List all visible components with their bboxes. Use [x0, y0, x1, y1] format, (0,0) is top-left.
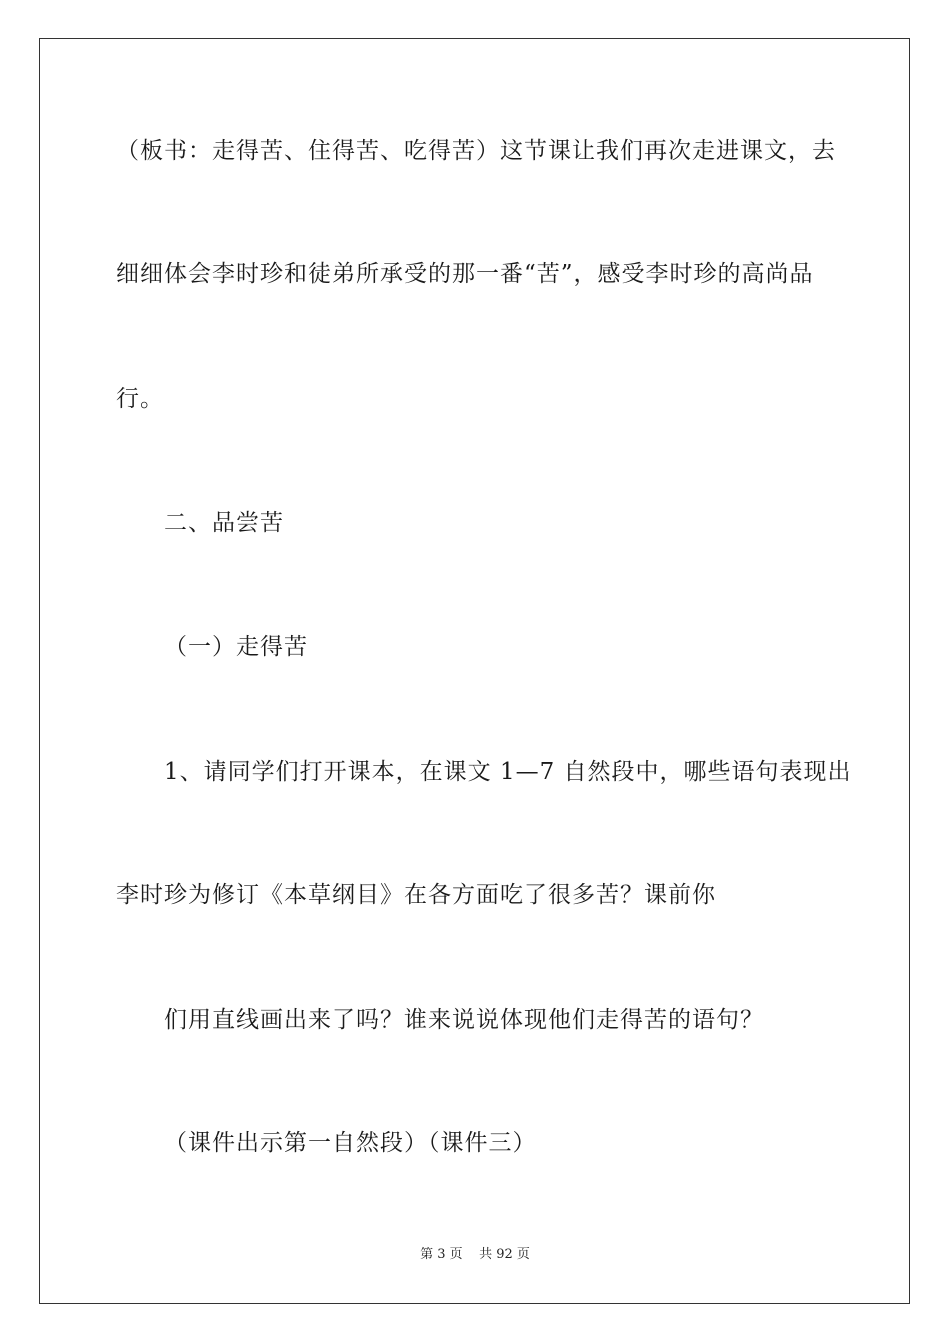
question-line-2: 李时珍为修订《本草纲目》在各方面吃了很多苦？课前你 [116, 882, 716, 908]
page-number-footer: 第 3 页 共 92 页 [420, 1247, 530, 1262]
courseware-note: （课件出示第一自然段）（课件三） [164, 1130, 537, 1156]
section-heading: 二、品尝苦 [164, 510, 284, 536]
paragraph-line-2: 细细体会李时珍和徒弟所承受的那一番“苦”，感受李时珍的高尚品 [116, 261, 814, 287]
paragraph-line-1: （板书：走得苦、住得苦、吃得苦）这节课让我们再次走进课文，去 [116, 138, 836, 164]
question-line-1: 1、请同学们打开课本，在课文 1—7 自然段中，哪些语句表现出 [164, 759, 852, 785]
question-line-3: 们用直线画出来了吗？谁来说说体现他们走得苦的语句？ [164, 1007, 764, 1033]
subsection-heading: （一）走得苦 [164, 634, 308, 660]
paragraph-line-3: 行。 [116, 386, 164, 412]
page-border [39, 38, 910, 1304]
